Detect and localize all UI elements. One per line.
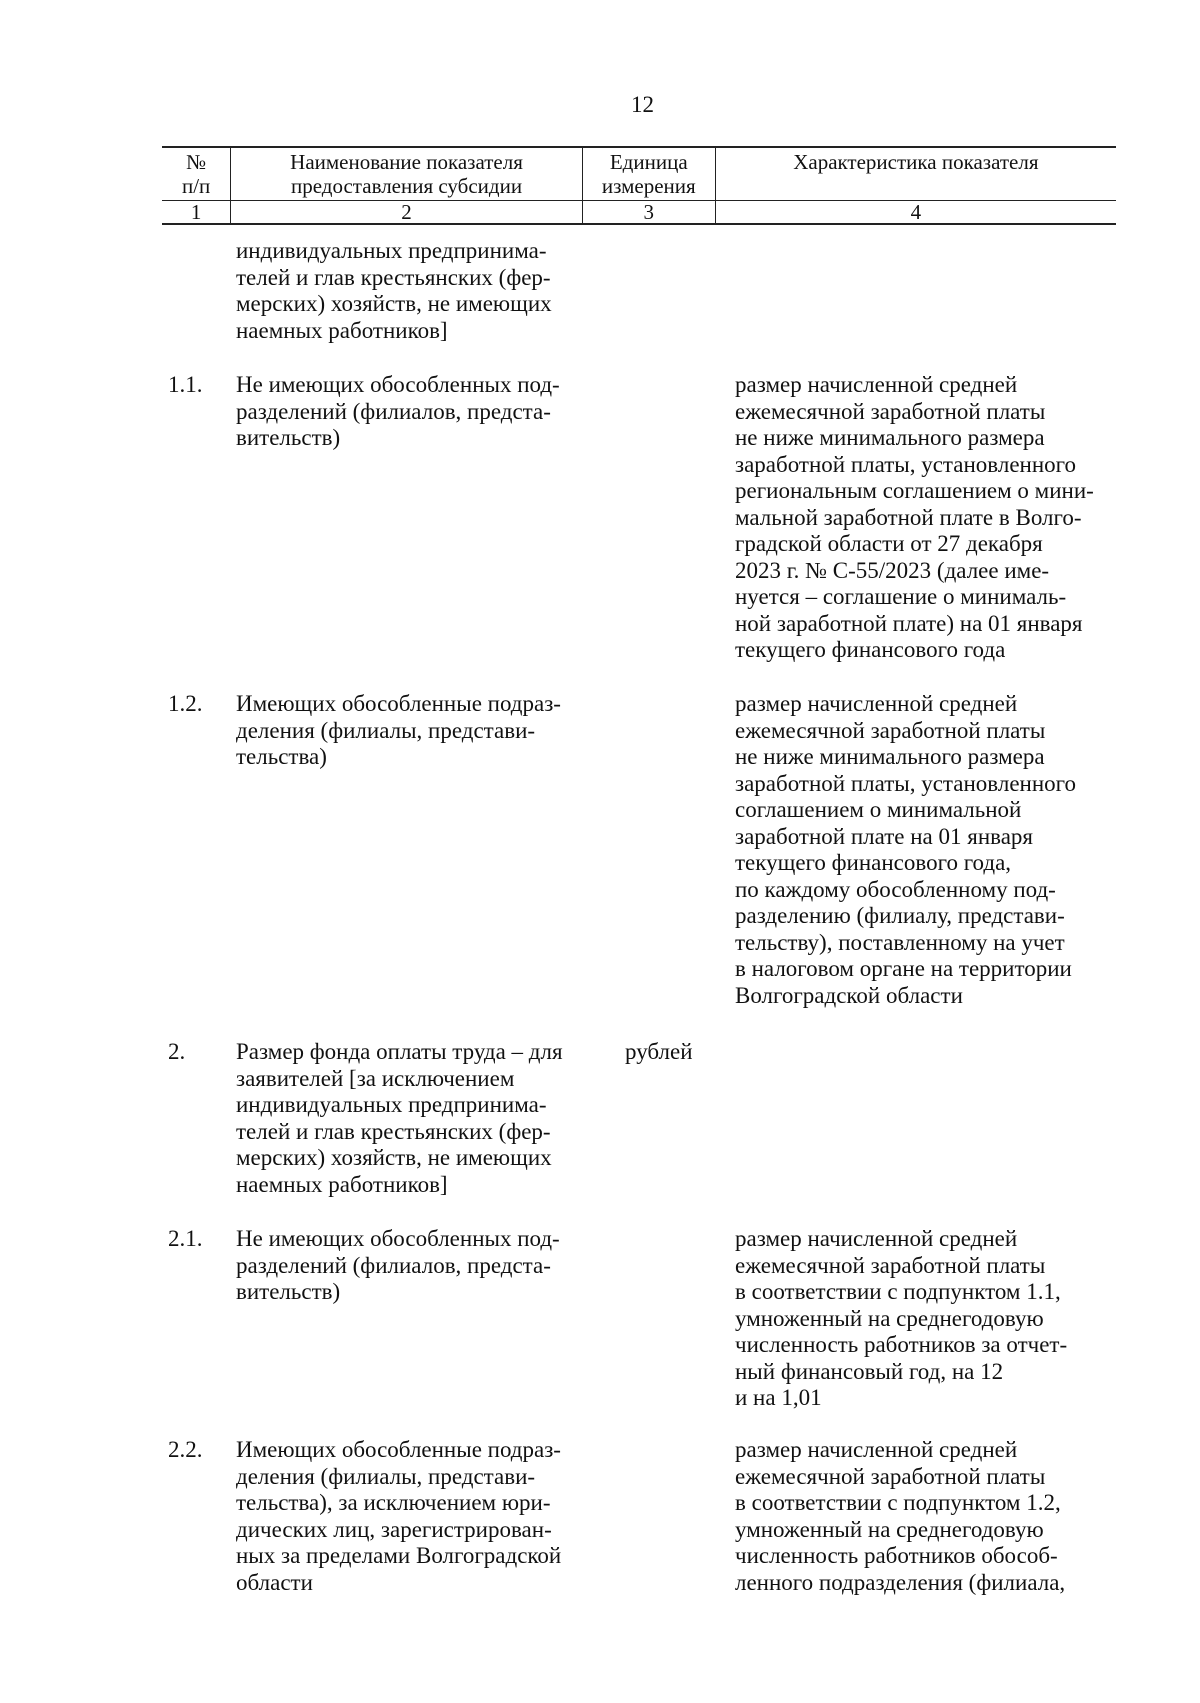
continuation-name: индивидуальных предпринима- телей и глав крестьянских (фер- мерских) хозяйств, не имеющих наемных работников] (236, 238, 552, 343)
header-col-number-label: № п/п (181, 150, 211, 198)
row-description: размер начисленной средней ежемесячной заработной платы в соответствии с подпунктом 1.1, умноженный на среднегодовую численность работников за отчет- ный финансовый год, на 12 и на 1,01 (735, 1226, 1068, 1410)
row-description: размер начисленной средней ежемесячной заработной платы в соответствии с подпунктом 1.2, умноженный на среднегодовую численность работников обособ- ленного подразделения (филиала, (735, 1437, 1066, 1595)
row-unit: рублей (625, 1039, 693, 1064)
row-name: Имеющих обособленные подраз- деления (филиалы, представи- тельства) (236, 691, 561, 769)
row-number: 2.1. (168, 1226, 203, 1251)
row-name: Не имеющих обособленных под- разделений (филиалов, предста- вительств) (236, 1226, 560, 1304)
row-number: 1.1. (168, 372, 203, 397)
header-col-description-label: Характеристика показателя (793, 150, 1039, 174)
page-number: 12 (631, 92, 654, 117)
row-number: 2.2. (168, 1437, 203, 1462)
row-number: 1.2. (168, 691, 203, 716)
header-num-3: 3 (582, 201, 715, 225)
header-num-4: 4 (715, 201, 1116, 225)
row-number: 2. (168, 1039, 186, 1064)
row-description: размер начисленной средней ежемесячной заработной платы не ниже минимального размера заработной платы, установленного соглашением о минимальной заработной плате на 01 января текущего финансового года, по каждому обособленному под- разделению (филиалу, представи- тельству), поставленному на учет в налоговом органе на территории Волгоградской области (735, 691, 1077, 1008)
row-name: Имеющих обособленные подраз- деления (филиалы, представи- тельства), за исключением юри- дических лиц, зарегистрирован- ных за пределами Волгоградской области (236, 1437, 562, 1595)
row-name: Размер фонда оплаты труда – для заявителей [за исключением индивидуальных предпринима- телей и глав крестьянских (фер- мерских) хозяйств, не имеющих наемных работников] (236, 1039, 563, 1197)
row-description: размер начисленной средней ежемесячной заработной платы не ниже минимального размера заработной платы, установленного региональным соглашением о мини- мальной заработной плате в Волго- градской области от 27 декабря 2023 г. № С-55/2023 (далее име- нуется – соглашение о минималь- ной заработной плате) на 01 января текущего финансового года (735, 372, 1094, 662)
header-col-unit-label: Единица измерения (601, 150, 696, 198)
header-col-name-label: Наименование показателя предоставления субсидии (290, 150, 523, 198)
row-name: Не имеющих обособленных под- разделений (филиалов, предста- вительств) (236, 372, 560, 450)
header-num-1: 1 (162, 201, 231, 225)
header-num-2: 2 (231, 201, 583, 225)
